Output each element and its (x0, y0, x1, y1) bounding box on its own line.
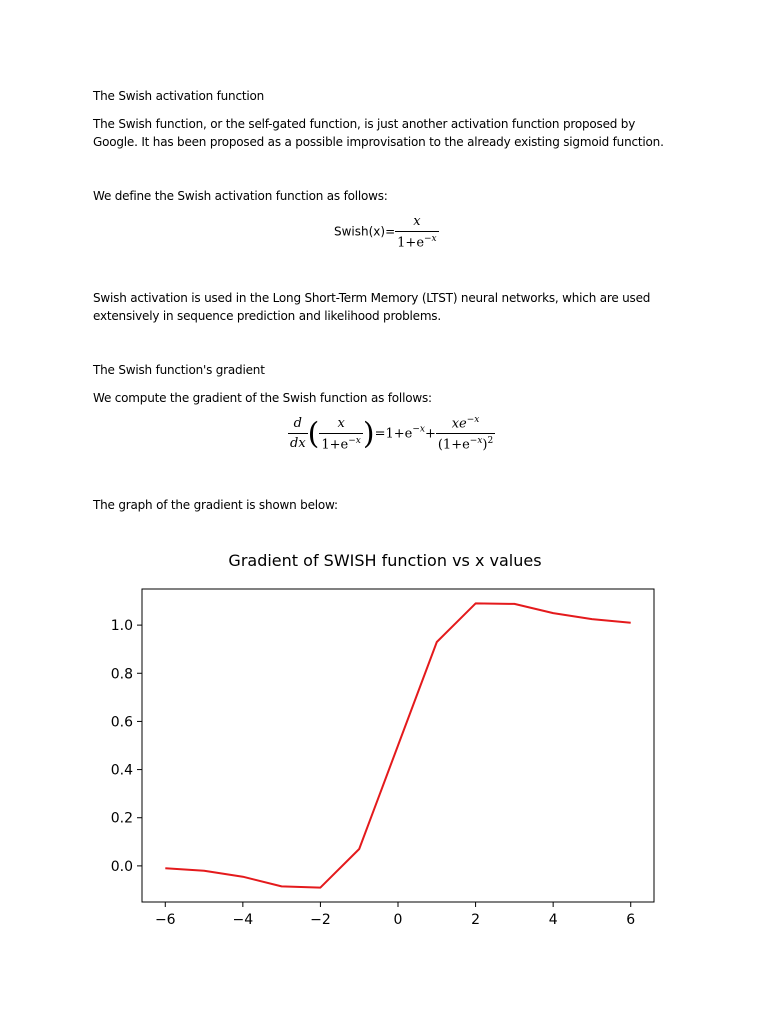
equation-gradient-left-paren: ( (307, 416, 320, 452)
paragraph-usage: Swish activation is used in the Long Short-Term Memory (LTST) neural networks, which are used extensively in sequence prediction and likelihood problems. (93, 291, 651, 323)
equation-swish-denominator-base: 1+e (397, 235, 425, 251)
equation-gradient-exp1: −x (412, 424, 425, 435)
y-tick-label: 0.0 (110, 858, 133, 875)
x-tick-label: −4 (232, 912, 254, 928)
equation-gradient-right-paren: ) (362, 416, 375, 452)
y-tick-label: 0.8 (110, 666, 133, 683)
equation-gradient-num2-base: xe (451, 416, 467, 432)
equation-gradient-inner-numerator: x (319, 416, 362, 434)
equation-gradient-derivative (288, 416, 308, 451)
equation-gradient-den2-exp: −x (469, 436, 483, 447)
equation-gradient-second-denominator (436, 434, 495, 452)
y-tick-label: 1.0 (110, 618, 133, 635)
equation-gradient-den2-close: ) (482, 437, 488, 453)
equation-swish (334, 214, 439, 250)
x-tick-label: 4 (548, 912, 558, 928)
x-tick-label: 0 (393, 912, 403, 928)
equation-gradient-second-fraction (436, 415, 495, 453)
x-tick-label: −2 (310, 912, 331, 928)
equation-gradient (288, 415, 495, 453)
equation-gradient-dx: dx (290, 436, 306, 452)
y-tick-label: 0.2 (110, 810, 133, 827)
equation-gradient-plus: + (424, 426, 436, 442)
y-tick-label: 0.6 (110, 714, 133, 731)
paragraph-define: We define the Swish activation function as follows: (93, 189, 388, 203)
chart-title: Gradient of SWISH function vs x values (228, 551, 542, 570)
x-tick-label: 6 (626, 912, 636, 928)
equation-swish-lhs: Swish(x)= (334, 224, 396, 239)
equation-gradient-inner-fraction (319, 416, 362, 452)
heading-swish-activation: The Swish activation function (93, 89, 265, 103)
equation-gradient-inner-den-base: 1+e (321, 436, 349, 452)
gradient-chart-svg (96, 540, 676, 940)
equation-gradient-inner-denominator (319, 434, 362, 452)
x-tick-label: −6 (154, 912, 176, 928)
y-tick-label: 0.4 (110, 762, 133, 779)
equation-swish-numerator: x (395, 214, 438, 232)
equation-gradient-den2-power: 2 (487, 436, 494, 447)
gradient-chart (96, 540, 676, 944)
equation-gradient-num2-exp: −x (466, 415, 480, 425)
paragraph-graph-intro: The graph of the gradient is shown below: (93, 498, 338, 512)
equation-swish-denominator-exponent: −x (424, 234, 437, 244)
equation-gradient-d: d (288, 416, 308, 434)
equation-gradient-den2-base: (1+e (437, 437, 470, 453)
x-tick-label: 2 (471, 912, 481, 928)
chart-plot-area (111, 589, 654, 928)
paragraph-intro: The Swish function, or the self-gated function, is just another activation function proposed by Google. It has been proposed as a possible improvisation to the already existing sigmoid function. (93, 117, 664, 149)
equation-swish-fraction (395, 214, 438, 250)
equation-gradient-second-numerator (436, 415, 495, 434)
heading-swish-gradient: The Swish function's gradient (93, 363, 265, 377)
equation-swish-denominator (395, 232, 438, 250)
equation-gradient-inner-den-exp: −x (348, 435, 361, 446)
equation-gradient-equals: =1+e (374, 426, 413, 442)
paragraph-compute: We compute the gradient of the Swish function as follows: (93, 391, 432, 405)
